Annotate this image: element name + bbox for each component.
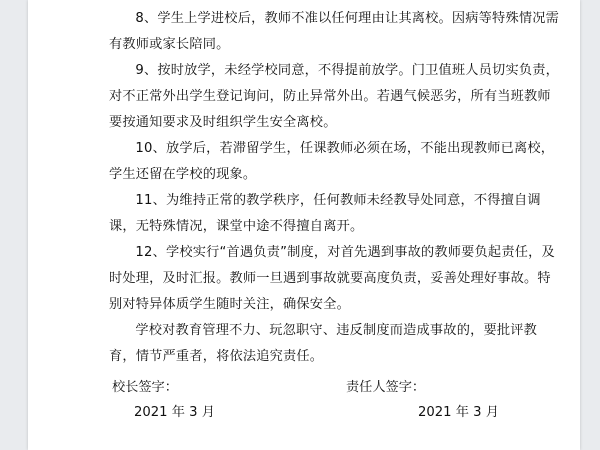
paragraph-rule-10: 10、放学后，若滞留学生，任课教师必须在场，不能出现教师已离校，学生还留在学校的现象。 xyxy=(109,141,555,182)
document-body xyxy=(109,6,561,370)
paragraph-accountability: 学校对教育管理不力、玩忽职守、违反制度而造成事故的，要批评教育，情节严重者，将依法追究责任。 xyxy=(109,323,538,364)
paragraph-rule-12: 12、学校实行“首遇负责”制度，对首先遇到事故的教师要负起责任，及时处理，及时汇报。教师一旦遇到事故就要高度负责，妥善处理好事故。特别对特异体质学生随时关注，确保安全。 xyxy=(109,245,555,312)
principal-signature-label: 校长签字： xyxy=(112,380,178,395)
paragraph-rule-8: 8、学生上学进校后，教师不准以任何理由让其离校。因病等特殊情况需有教师或家长陪同。 xyxy=(109,11,559,52)
document-page xyxy=(28,0,580,450)
principal-signature-date: 2021 年 3 月 xyxy=(134,405,215,420)
paragraph-rule-11: 11、为维持正常的教学秩序，任何教师未经教导处同意，不得擅自调课，无特殊情况，课堂中途不得擅自离开。 xyxy=(109,193,541,234)
paragraph-rule-9: 9、按时放学，未经学校同意，不得提前放学。门卫值班人员切实负责，对不正常外出学生登记询问，防止异常外出。若遇气候恶劣，所有当班教师要按通知要求及时组织学生安全离校。 xyxy=(109,63,559,130)
responsible-signature-date: 2021 年 3 月 xyxy=(418,405,499,420)
responsible-signature-label: 责任人签字： xyxy=(346,380,426,395)
